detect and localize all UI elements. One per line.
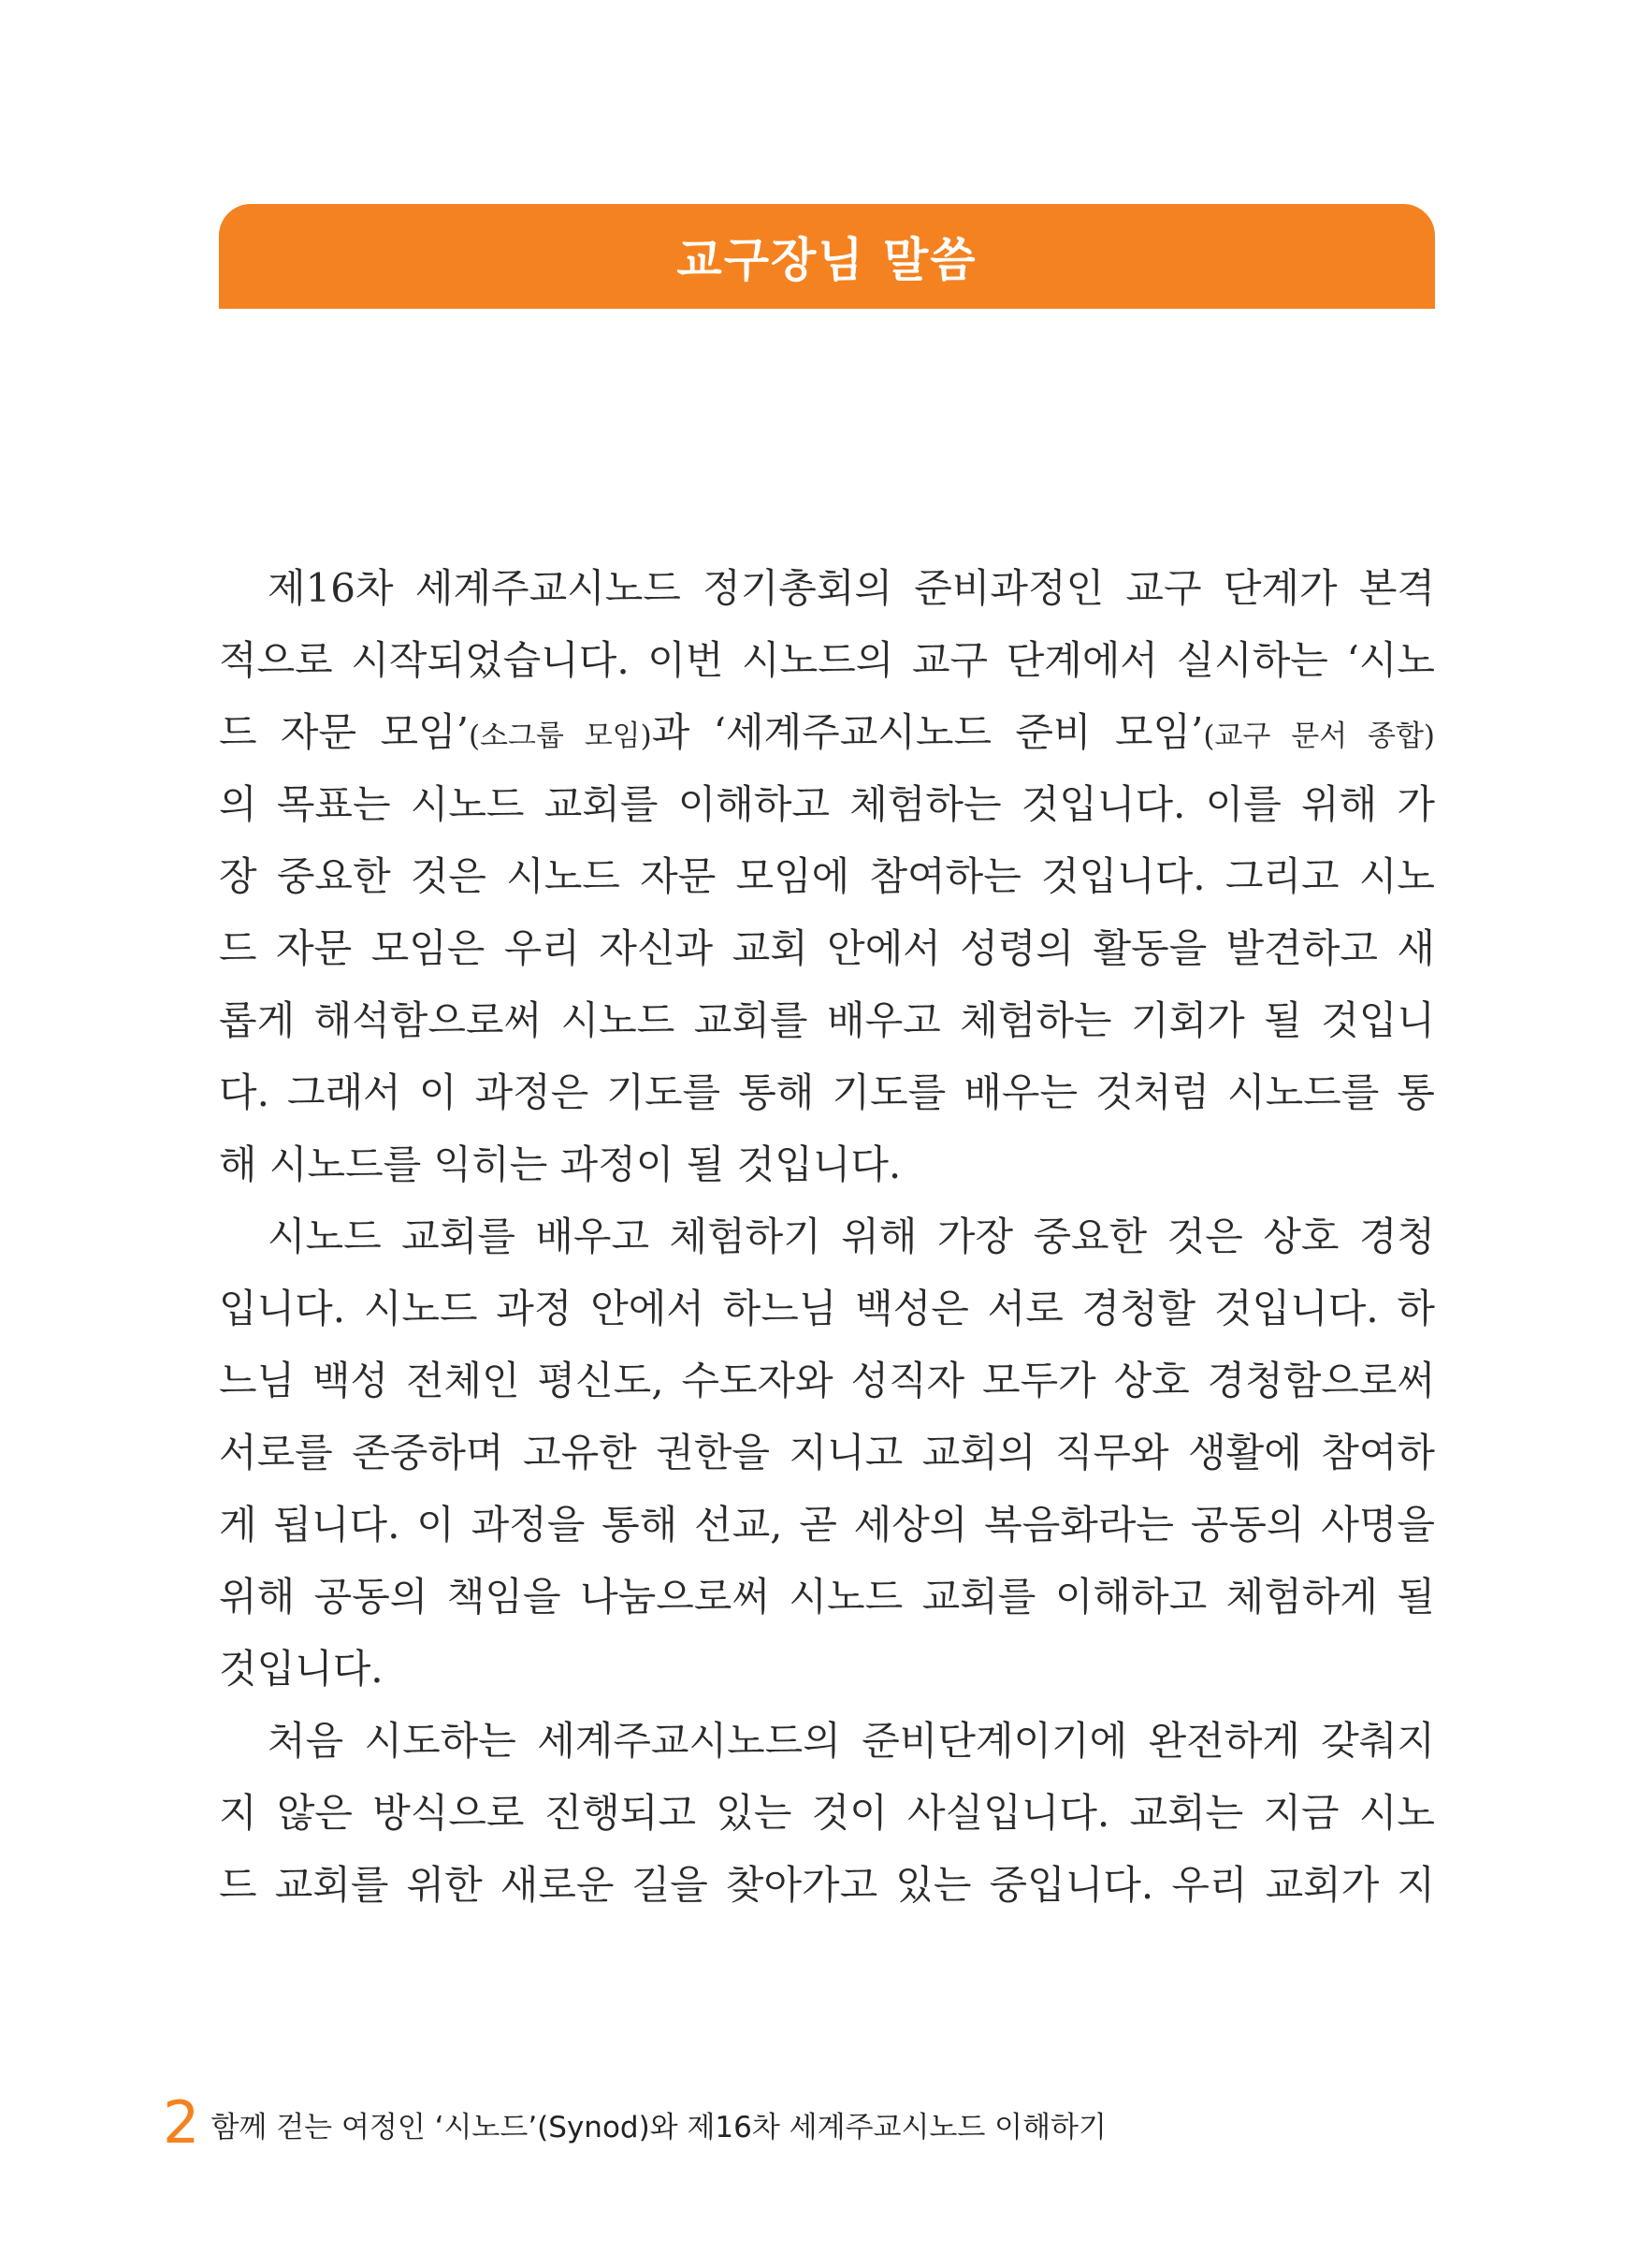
paragraph-line: 서로를 존중하며 고유한 권한을 지니고 교회의 직무와 생활에 참여하 [219,1430,1435,1475]
paragraph-line [219,696,1435,768]
paragraph-line: 시노드 교회를 배우고 체험하기 위해 가장 중요한 것은 상호 경청 [268,1214,1435,1259]
paragraph-line: 드 자문 모임은 우리 자신과 교회 안에서 성령의 활동을 발견하고 새 [219,925,1435,971]
paragraph-line: 입니다. 시노드 과정 안에서 하느님 백성은 서로 경청할 것입니다. 하 [219,1286,1435,1331]
message-body [219,552,1435,1921]
paragraph-line: 것입니다. [219,1646,384,1692]
paragraph-line: 장 중요한 것은 시노드 자문 모임에 참여하는 것입니다. 그리고 시노 [219,853,1435,899]
line-segment: 과 ‘세계주교시노드 준비 모임’ [651,709,1204,755]
parenthetical-note: (소그룹 모임) [468,720,652,753]
header-banner [219,204,1435,309]
paragraph-line: 드 교회를 위한 새로운 길을 찾아가고 있는 중입니다. 우리 교회가 지 [219,1862,1435,1908]
book-title: 함께 걷는 여정인 ‘시노드’(Synod)와 제16차 세계주교시노드 이해하기 [210,2111,1107,2144]
paragraph-line: 위해 공동의 책임을 나눔으로써 시노드 교회를 이해하고 체험하게 될 [219,1574,1435,1620]
parenthetical-note: (교구 문서 종합) [1203,720,1435,753]
paragraph-line: 느님 백성 전체인 평신도, 수도자와 성직자 모두가 상호 경청함으로써 [219,1358,1435,1403]
line-segment: 드 자문 모임’ [219,709,469,755]
page-number: 2 [163,2088,200,2157]
paragraph-line: 제16차 세계주교시노드 정기총회의 준비과정인 교구 단계가 본격 [268,565,1435,611]
paragraph-line: 게 됩니다. 이 과정을 통해 선교, 곧 세상의 복음화라는 공동의 사명을 [219,1502,1435,1548]
paragraph-line: 처음 시도하는 세계주교시노드의 준비단계이기에 완전하게 갖춰지 [268,1718,1435,1764]
paragraph-line: 롭게 해석함으로써 시노드 교회를 배우고 체험하는 기회가 될 것입니 [219,997,1435,1043]
paragraph-line: 해 시노드를 익히는 과정이 될 것입니다. [219,1141,902,1187]
paragraph-line: 다. 그래서 이 과정은 기도를 통해 기도를 배우는 것처럼 시노드를 통 [219,1069,1435,1115]
page-footer [163,2086,1107,2157]
paragraph-line: 적으로 시작되었습니다. 이번 시노드의 교구 단계에서 실시하는 ‘시노 [219,637,1435,683]
paragraph-line: 지 않은 방식으로 진행되고 있는 것이 사실입니다. 교회는 지금 시노 [219,1790,1435,1836]
page-title: 교구장님 말씀 [676,233,978,287]
paragraph-line: 의 목표는 시노드 교회를 이해하고 체험하는 것입니다. 이를 위해 가 [219,781,1435,827]
